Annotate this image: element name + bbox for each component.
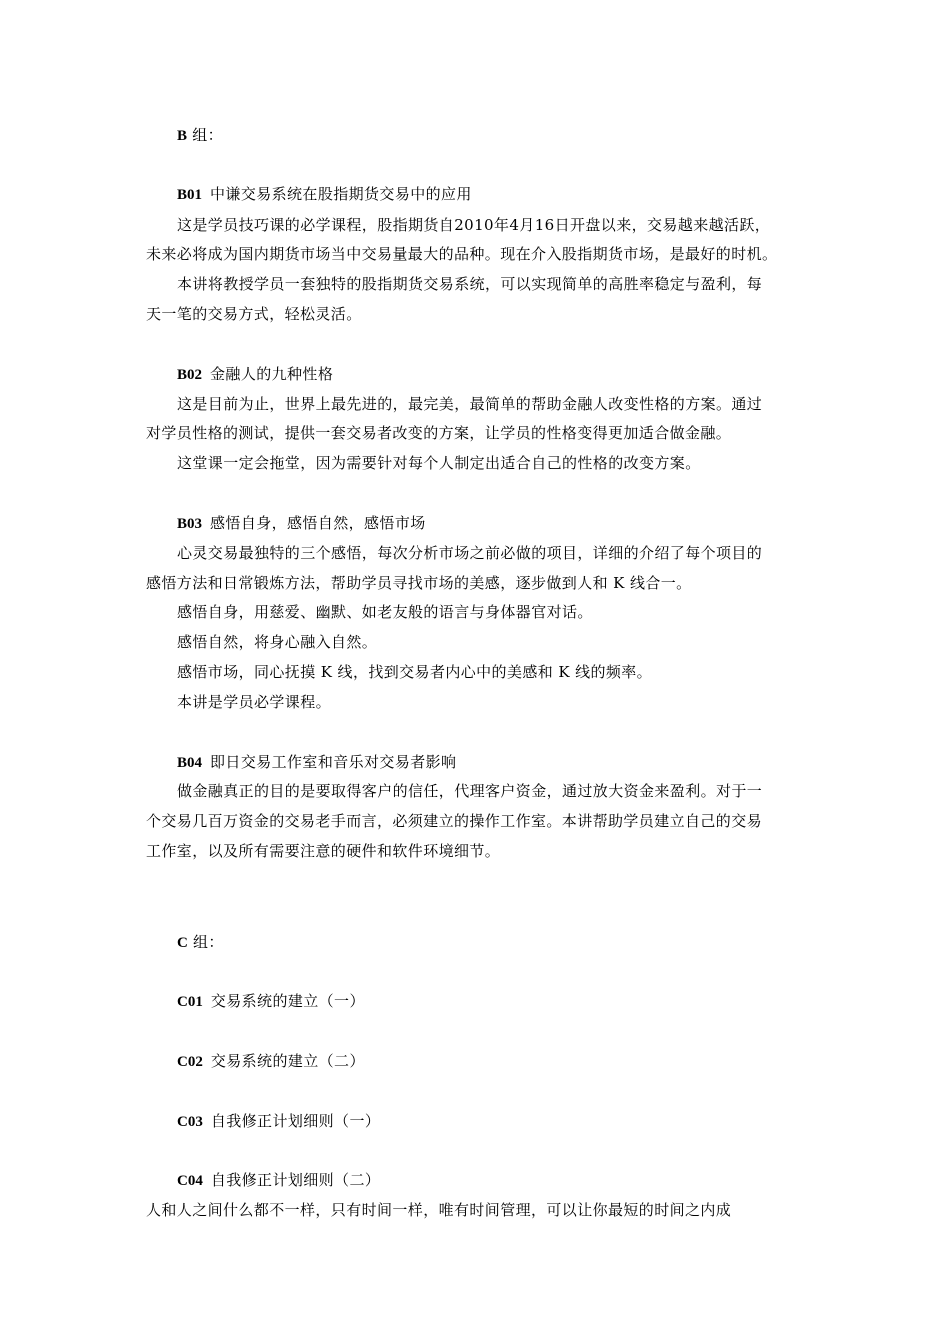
course-code: B02 bbox=[177, 367, 203, 383]
course-b04-line-2: 个交易几百万资金的交易老手而言，必须建立的操作工作室。本讲帮助学员建立自己的交易 bbox=[146, 812, 763, 830]
course-code: B04 bbox=[177, 755, 203, 771]
course-code: C02 bbox=[177, 1054, 203, 1070]
course-b04-line-3: 工作室，以及所有需要注意的硬件和软件环境细节。 bbox=[146, 842, 501, 860]
course-code: C01 bbox=[177, 994, 203, 1010]
course-b03-heading bbox=[177, 512, 847, 534]
course-code: C03 bbox=[177, 1114, 203, 1130]
course-b03-line-6: 本讲是学员必学课程。 bbox=[177, 693, 332, 711]
group-c-heading bbox=[177, 931, 847, 953]
course-title: 感悟自身，感悟自然，感悟市场 bbox=[210, 514, 426, 532]
course-b01-line-3: 本讲将教授学员一套独特的股指期货交易系统，可以实现简单的高胜率稳定与盈利，每 bbox=[177, 275, 763, 293]
course-b01-heading bbox=[177, 183, 847, 205]
group-b-label: 组： bbox=[192, 126, 223, 144]
course-b02-line-2: 对学员性格的测试，提供一套交易者改变的方案，让学员的性格变得更加适合做金融。 bbox=[146, 424, 732, 442]
course-b04-line-1: 做金融真正的目的是要取得客户的信任，代理客户资金，通过放大资金来盈利。对于一 bbox=[177, 782, 763, 800]
course-title: 金融人的九种性格 bbox=[210, 365, 334, 383]
course-b02-heading bbox=[177, 363, 847, 385]
course-title: 自我修正计划细则（一） bbox=[210, 1112, 381, 1130]
group-b-heading bbox=[177, 124, 847, 146]
course-b04-heading bbox=[177, 751, 847, 773]
course-b03-line-2: 感悟方法和日常锻炼方法，帮助学员寻找市场的美感，逐步做到人和 K 线合一。 bbox=[146, 574, 692, 592]
course-c03-heading bbox=[177, 1110, 847, 1132]
course-c02-heading bbox=[177, 1050, 847, 1072]
course-b03-line-1: 心灵交易最独特的三个感悟，每次分析市场之前必做的项目，详细的介绍了每个项目的 bbox=[177, 544, 763, 562]
course-title: 交易系统的建立（二） bbox=[210, 1052, 365, 1070]
course-c04-heading bbox=[177, 1169, 847, 1191]
course-c04-line-1: 人和人之间什么都不一样，只有时间一样，唯有时间管理，可以让你最短的时间之内成 bbox=[146, 1201, 732, 1219]
course-b03-line-3: 感悟自身，用慈爱、幽默、如老友般的语言与身体器官对话。 bbox=[177, 603, 593, 621]
group-c-label: 组： bbox=[193, 933, 224, 951]
group-b-code: B bbox=[177, 128, 188, 144]
course-b02-line-1: 这是目前为止，世界上最先进的，最完美，最简单的帮助金融人改变性格的方案。通过 bbox=[177, 395, 763, 413]
course-title: 自我修正计划细则（二） bbox=[210, 1171, 381, 1189]
course-b03-line-5: 感悟市场，同心抚摸 K 线，找到交易者内心中的美感和 K 线的频率。 bbox=[177, 663, 653, 681]
course-b01-line-4: 天一笔的交易方式，轻松灵活。 bbox=[146, 305, 362, 323]
course-title: 中谦交易系统在股指期货交易中的应用 bbox=[210, 185, 472, 203]
course-code: B03 bbox=[177, 516, 203, 532]
course-c01-heading bbox=[177, 990, 847, 1012]
course-b01-line-2: 未来必将成为国内期货市场当中交易量最大的品种。现在介入股指期货市场，是最好的时机。 bbox=[146, 245, 778, 263]
course-b03-line-4: 感悟自然，将身心融入自然。 bbox=[177, 633, 378, 651]
course-title: 即日交易工作室和音乐对交易者影响 bbox=[210, 753, 457, 771]
course-code: B01 bbox=[177, 187, 203, 203]
group-c-code: C bbox=[177, 935, 188, 951]
course-code: C04 bbox=[177, 1173, 203, 1189]
course-b02-line-3: 这堂课一定会拖堂，因为需要针对每个人制定出适合自己的性格的改变方案。 bbox=[177, 454, 701, 472]
course-title: 交易系统的建立（一） bbox=[210, 992, 365, 1010]
course-b01-line-1: 这是学员技巧课的必学课程，股指期货自2010年4月16日开盘以来，交易越来越活跃， bbox=[177, 216, 771, 234]
